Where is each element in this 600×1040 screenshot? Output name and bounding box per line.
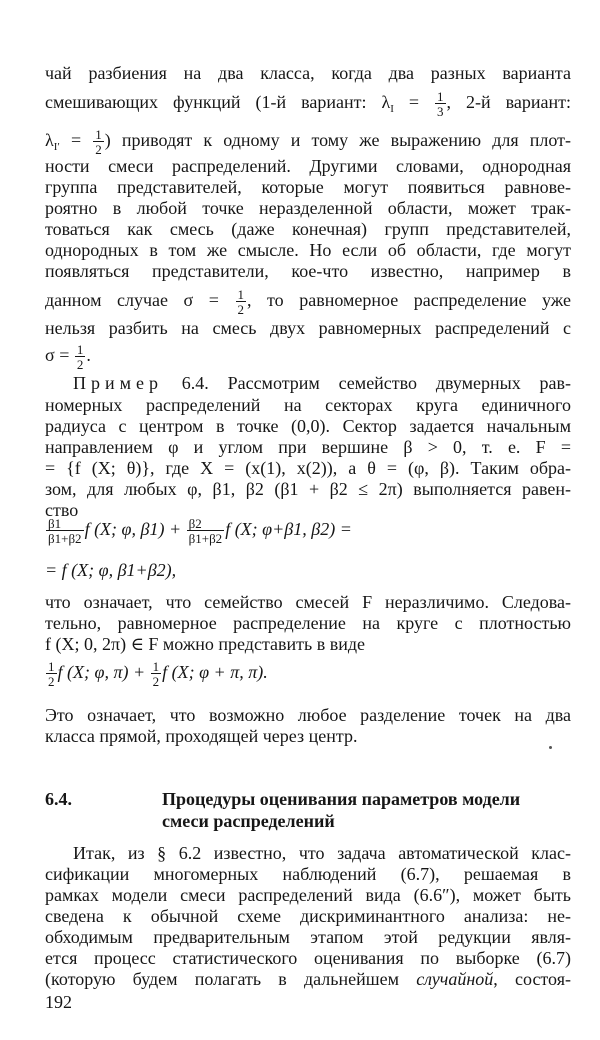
- text-line: = {f (X; θ)}, где X = (x(1), x(2)), а θ = (φ, β). Таким обра-: [45, 458, 571, 478]
- text-line: номерных распределений на секторах круга единичного: [45, 395, 571, 415]
- text-line: радиуса с центром в точке (0,0). Сектор задается начальным: [45, 416, 571, 436]
- fraction: $\frac{1}{2}$: [95, 127, 102, 157]
- formula-line: $\frac{\beta 1}{\beta 1+\beta 2}$ f (X; φ, β1) + $\frac{\beta 2}{\beta 1+\beta 2}$ f (X; φ+β1, β2) =: [48, 516, 352, 546]
- text-line: сведена к обычной схеме дискриминантного анализа: не-: [45, 906, 571, 926]
- text-line: однородных в том же смысле. Но если об области, где могут: [45, 240, 571, 260]
- text-line: направлением φ и углом при вершине β > 0, т. е. F =: [45, 437, 571, 457]
- text-line: нельзя разбить на смесь двух равномерных распределений с: [45, 318, 571, 338]
- fraction: $\frac{1}{3}$: [437, 89, 444, 119]
- text-line: σ = $\frac{1}{2}$ .: [45, 342, 91, 372]
- section-number: 6.4.: [45, 789, 72, 809]
- fraction: $\frac{1}{2}$: [237, 287, 244, 317]
- text-line: Итак, из § 6.2 известно, что задача автоматической клас-: [73, 843, 571, 863]
- page-number: 192: [45, 992, 72, 1012]
- section-title: Процедуры оценивания параметров модели смеси распределений: [162, 789, 521, 831]
- fraction: $\frac{1}{2}$: [48, 659, 55, 689]
- text-line: роятно в любой точке неразделенной области, может трак-: [45, 198, 571, 218]
- text-line: обходимым предварительным этапом этой редукции явля-: [45, 927, 571, 947]
- print-speck: [549, 746, 552, 749]
- text-line: класса прямой, проходящей через центр.: [45, 726, 358, 746]
- fraction: $\frac{1}{2}$: [76, 342, 84, 372]
- text-line: товаться как смесь (даже конечная) групп представителей,: [45, 219, 571, 239]
- text-line: данном случае σ = $\frac{1}{2}$ , то равномерное распределение уже: [45, 287, 571, 317]
- text-line: $\lambda_{I'}$ = $\frac{1}{2}$ ) приводят к одному и тому же выражению для плот-: [45, 127, 571, 157]
- text-line: тельно, равномерное распределение на круге с плотностью: [45, 613, 571, 633]
- text-line: ется процесс статистического оценивания по выборке (6.7): [45, 948, 571, 968]
- text-line: ство: [45, 500, 79, 520]
- fraction: $\frac{\beta 2}{\beta 1+\beta 2}$: [188, 516, 223, 546]
- formula-line: $\frac{1}{2}$ f (X; φ, π) + $\frac{1}{2}$ f (X; φ + π, π).: [48, 659, 268, 689]
- example-label: Пример: [73, 373, 164, 393]
- text-line: появляться представители, кое-что известно, например в: [45, 261, 571, 281]
- text-line: чай разбиения на два класса, когда два разных варианта: [45, 63, 571, 83]
- text-line: что означает, что семейство смесей F неразличимо. Следова-: [45, 592, 571, 612]
- text-line: (которую будем полагать в дальнейшем случайной, состоя-: [45, 969, 571, 989]
- fraction: $\frac{1}{2}$: [152, 659, 160, 689]
- text-line: смешивающих функций (1-й вариант: $\lambda_I$ = $\frac{1}{3}$ , 2-й вариант:: [45, 89, 571, 119]
- text-line: сификации многомерных наблюдений (6.7), решаемая в: [45, 864, 571, 884]
- formula-line: = f (X; φ, β1+β2),: [45, 560, 177, 580]
- example-heading-line: Пример 6.4. Рассмотрим семейство двумерных рав-: [73, 373, 571, 393]
- text-line: группа представителей, которые могут появиться равнове-: [45, 177, 571, 197]
- text-line: Это означает, что возможно любое разделение точек на два: [45, 705, 571, 725]
- text-line: рамках модели смеси распределений вида (6.6″), может быть: [45, 885, 571, 905]
- text-line: зом, для любых φ, β1, β2 (β1 + β2 ≤ 2π) выполняется равен-: [45, 479, 571, 499]
- text-line: ности смеси распределений. Другими словами, однородная: [45, 156, 571, 176]
- text-line: f (X; 0, 2π) ∈ F можно представить в виде: [45, 634, 366, 654]
- fraction: $\frac{\beta 1}{\beta 1+\beta 2}$: [48, 516, 82, 546]
